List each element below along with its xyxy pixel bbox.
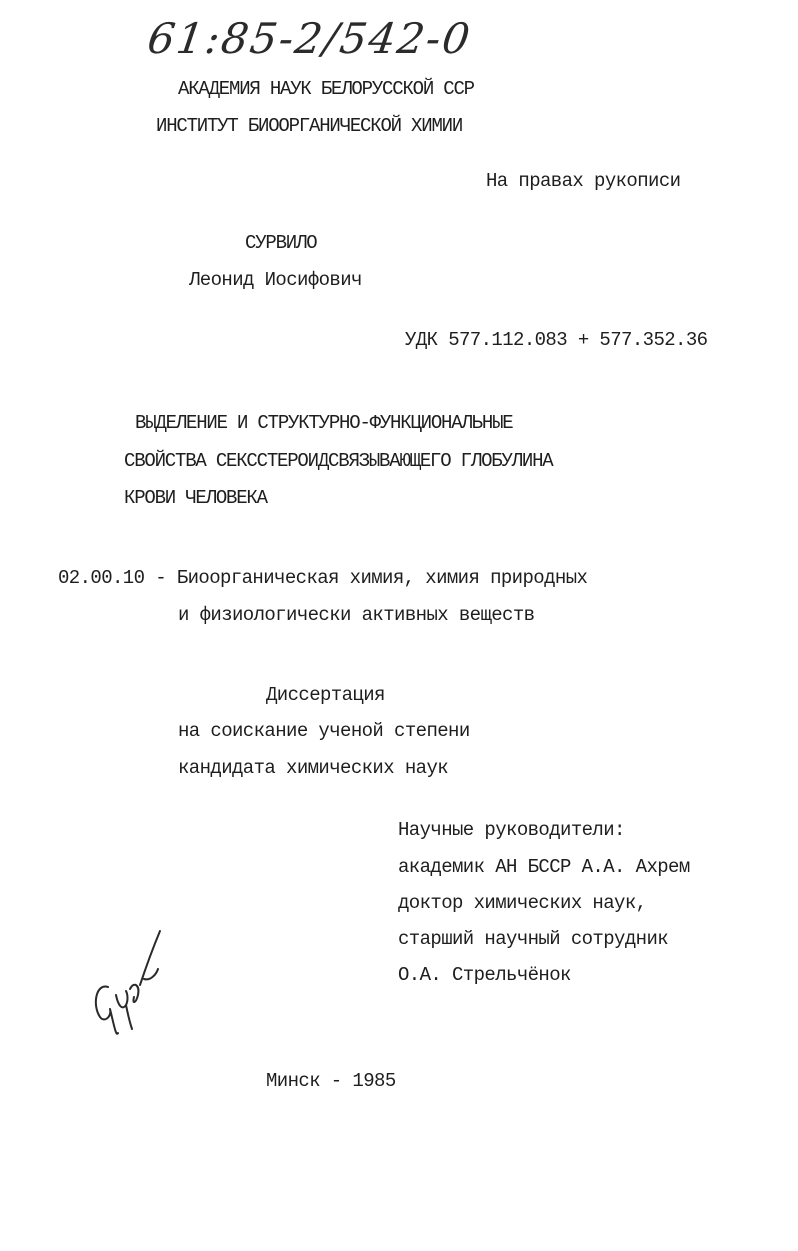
supervisor-line-1: академик АН БССР А.А. Ахрем: [398, 856, 690, 878]
supervisor-line-2: доктор химических наук,: [398, 892, 647, 914]
udc-code: УДК 577.112.083 + 577.352.36: [405, 329, 708, 351]
institute-name: ИНСТИТУТ БИООРГАНИЧЕСКОЙ ХИМИИ: [156, 115, 463, 137]
specialty-continuation: и физиологически активных веществ: [178, 604, 535, 626]
title-line-1: ВЫДЕЛЕНИЕ И СТРУКТУРНО-ФУНКЦИОНАЛЬНЫЕ: [135, 412, 513, 434]
dissertation-label: Диссертация: [266, 684, 385, 706]
handwritten-signature: [86, 925, 176, 1040]
place-and-year: Минск - 1985: [266, 1070, 396, 1092]
dissertation-degree-line: на соискание ученой степени: [178, 720, 470, 742]
title-line-2: СВОЙСТВА СЕКССТЕРОИДСВЯЗЫВАЮЩЕГО ГЛОБУЛИНА: [124, 450, 553, 472]
author-surname: СУРВИЛО: [245, 232, 317, 254]
title-line-3: КРОВИ ЧЕЛОВЕКА: [124, 487, 267, 509]
specialty-code-line: 02.00.10 - Биоорганическая химия, химия природных: [58, 567, 588, 589]
supervisors-heading: Научные руководители:: [398, 819, 625, 841]
supervisor-line-4: О.А. Стрельчёнок: [398, 964, 571, 986]
handwritten-archive-number: 61:85-2/542-0: [144, 14, 475, 63]
author-given-names: Леонид Иосифович: [189, 269, 362, 291]
dissertation-field-line: кандидата химических наук: [178, 757, 449, 779]
supervisor-line-3: старший научный сотрудник: [398, 928, 669, 950]
academy-name: АКАДЕМИЯ НАУК БЕЛОРУССКОЙ ССР: [178, 78, 474, 100]
rights-note: На правах рукописи: [486, 170, 681, 192]
